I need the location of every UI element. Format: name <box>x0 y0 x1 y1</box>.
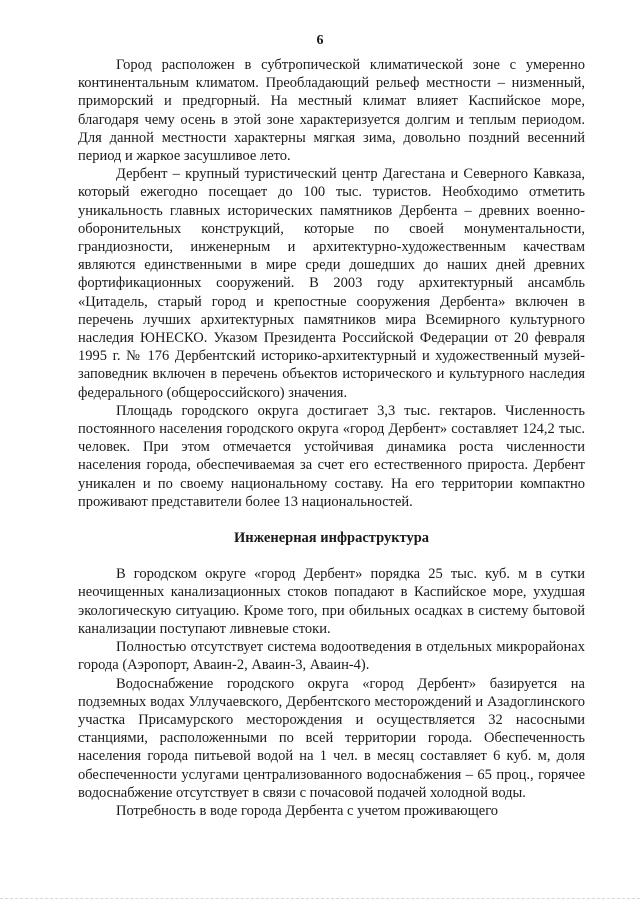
paragraph-sewage: В городском округе «город Дербент» порядка 25 тыс. куб. м в сутки неочищенных канализационных стоков попадают в Каспийское море, ухудшая экологическую ситуацию. Кроме того, при обильных осадках в систему бытовой канализации поступают ливневые стоки. <box>78 566 585 637</box>
paragraph-tourism-heritage: Дербент – крупный туристический центр Дагестана и Северного Кавказа, который ежегодно посещает до 100 тыс. туристов. Необходимо отметить уникальность главных исторических памятников Дербента – древних военно-оборонительных конструкций, которые по своей монументальности, грандиозности, инженерным и архитектурно-художественным качествам являются единственными в мире среди дошедших до наших дней древних фортификационных сооружений. В 2003 году архитектурный ансамбль «Цитадель, старый город и крепостные сооружения Дербента» включен в перечень лучших архитектурных памятников мира Всемирного культурного наследия ЮНЕСКО. Указом Президента Российской Федерации от 20 февраля 1995 г. № 176 Дербентский историко-архитектурный и художественный музей-заповедник включен в перечень объектов исторического и культурного наследия федерального (общероссийского) значения. <box>78 166 585 401</box>
document-body <box>78 56 585 820</box>
paragraph-climate: Город расположен в субтропической климатической зоне с умеренно континентальным климатом. Преобладающий рельеф местности – низменный, приморский и предгорный. На местный климат влияет Каспийское море, благодаря чему осень в этой зоне характеризуется долгим и теплым периодом. Для данной местности характерны мягкая зима, довольно поздний весенний период и жаркое засушливое лето. <box>78 57 585 165</box>
page-number: 6 <box>316 33 324 48</box>
paragraph-water-demand: Потребность в воде города Дербента с учетом проживающего <box>116 802 499 819</box>
section-heading-infrastructure: Инженерная инфраструктура <box>233 530 430 547</box>
paragraph-water-supply: Водоснабжение городского округа «город Дербент» базируется на подземных водах Уллучаевского, Дербентского месторождений и Азадоглинского участка Присамурского месторождения и осуществляется 32 насосными станциями, расположенными по всей территории города. Обеспеченность населения города питьевой водой на 1 чел. в месяц составляет 6 куб. м, доля обеспеченности услугами централизованного водоснабжения – 65 проц., горячее водоснабжение отсутствует в связи с почасовой подачей холодной воды. <box>78 675 585 801</box>
paragraph-drainage: Полностью отсутствует система водоотведения в отдельных микрорайонах города (Аэропорт, Аваин-2, Аваин-3, Аваин-4). <box>78 639 585 674</box>
paragraph-population: Площадь городского округа достигает 3,3 тыс. гектаров. Численность постоянного населения городского округа «город Дербент» составляет 124,2 тыс. человек. При этом отмечается устойчивая динамика роста численности населения города, обеспечиваемая за счет его естественного прироста. Дербент уникален и по своему национальному составу. На его территории компактно проживают представители более 13 национальностей. <box>78 402 585 510</box>
scan-bottom-edge <box>0 898 640 905</box>
